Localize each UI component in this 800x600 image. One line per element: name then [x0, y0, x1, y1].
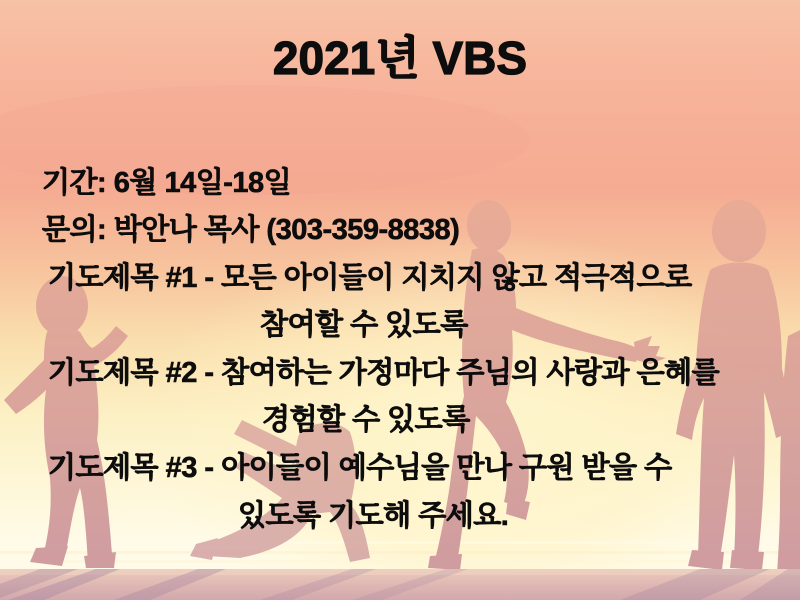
prayer-line-1: 기도제목 #1 - 모든 아이들이 지치지 않고 적극적으로 [48, 262, 692, 294]
horizon-streak [0, 551, 800, 554]
prayer-line-2: 기도제목 #2 - 참여하는 가정마다 주님의 사랑과 은혜를 [48, 357, 720, 389]
prayer-line-2-continued: 경험할 수 있도록 [262, 404, 470, 436]
prayer-line-3: 기도제목 #3 - 아이들이 예수님을 만나 구원 받을 수 [48, 452, 672, 484]
prayer-line-3-continued: 있도록 기도해 주세요. [238, 500, 509, 532]
info-line-contact: 문의: 박안나 목사 (303-359-8838) [42, 214, 460, 246]
horizon-streak [0, 541, 800, 544]
info-line-period: 기간: 6월 14일-18일 [42, 167, 292, 199]
slide-title: 2021년 VBS [272, 32, 528, 84]
prayer-line-1-continued: 참여할 수 있도록 [260, 309, 468, 341]
ground [0, 569, 800, 600]
horizon-streak [60, 560, 760, 563]
